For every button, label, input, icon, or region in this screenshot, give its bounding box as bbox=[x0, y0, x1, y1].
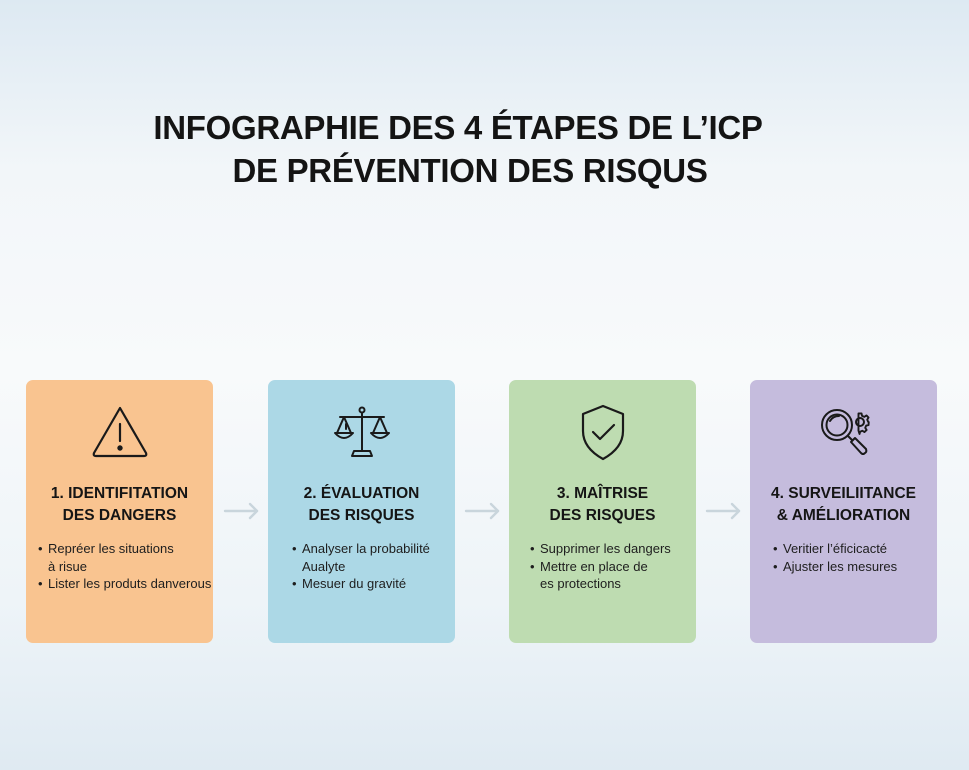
bullet-item: • Veritier l’éficicacté bbox=[773, 540, 897, 558]
bullet-item: • Analyser la probabilité Aualyte bbox=[292, 540, 430, 575]
step-title: 4. SURVEILIITANCE & AMÉLIORATION bbox=[771, 485, 916, 524]
bullet-item: • Supprimer les dangers bbox=[530, 540, 671, 558]
bullet-item: • Lister les produts danverous bbox=[38, 575, 211, 593]
step-bullets bbox=[530, 540, 671, 593]
step-card-surveillance bbox=[750, 380, 937, 643]
step-bullets bbox=[38, 540, 211, 593]
step-card-evaluation bbox=[268, 380, 455, 643]
shield-check-icon bbox=[573, 402, 633, 462]
title-line-2: DE PRÉVENTION DES RISQUS bbox=[232, 152, 708, 190]
step-bullets bbox=[773, 540, 897, 575]
title-line-1: INFOGRAPHIE DES 4 ÉTAPES DE L’ICP bbox=[153, 109, 763, 147]
arrow-right-icon bbox=[222, 501, 262, 521]
magnifier-gear-icon bbox=[814, 402, 874, 462]
step-card-identification bbox=[26, 380, 213, 643]
arrow-right-icon bbox=[704, 501, 744, 521]
bullet-item: • Ajuster les mesures bbox=[773, 558, 897, 576]
bullet-item: • Mesuer du gravité bbox=[292, 575, 430, 593]
step-title: 1. IDENTIFITATION DES DANGERS bbox=[50, 485, 189, 524]
step-bullets bbox=[292, 540, 430, 593]
bullet-item: • Mettre en place de es protections bbox=[530, 558, 671, 593]
bullet-item: • Repréer les situations à risue bbox=[38, 540, 211, 575]
arrow-right-icon bbox=[463, 501, 503, 521]
step-card-maitrise bbox=[509, 380, 696, 643]
page-title bbox=[0, 106, 916, 192]
balance-scale-icon bbox=[332, 402, 392, 462]
step-title: 3. MAÎTRISE DES RISQUES bbox=[549, 485, 656, 524]
warning-triangle-icon bbox=[90, 402, 150, 462]
step-title: 2. ÉVALUATION DES RISQUES bbox=[303, 485, 420, 524]
